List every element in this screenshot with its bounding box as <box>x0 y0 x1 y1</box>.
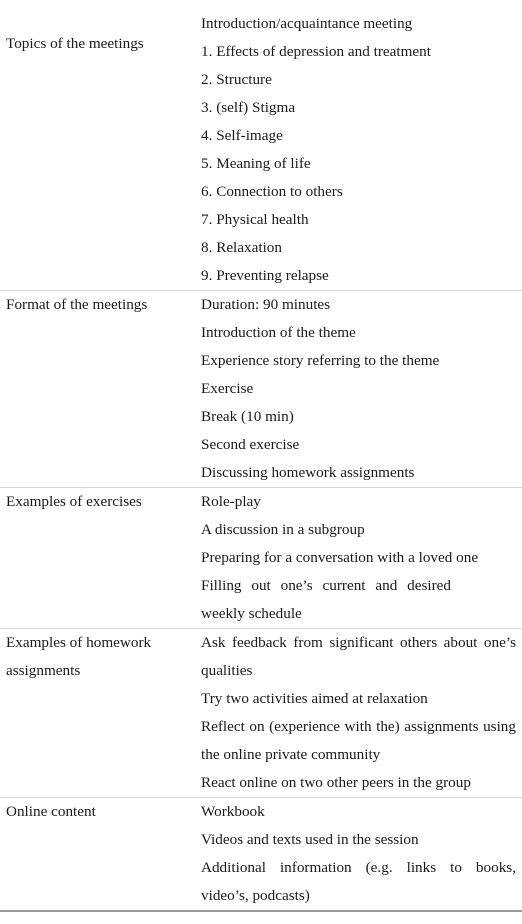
list-item: Second exercise <box>201 436 300 453</box>
table-row-exercises <box>0 488 522 629</box>
list-item: 8. Relaxation <box>201 239 282 256</box>
list-item: 3. (self) Stigma <box>201 99 296 116</box>
list-item: 5. Meaning of life <box>201 155 311 172</box>
list-item: Discussing homework assignments <box>201 464 415 481</box>
row-items <box>201 629 516 797</box>
list-item: A discussion in a subgroup <box>201 521 365 538</box>
list-item: 4. Self-image <box>201 127 283 144</box>
list-item: 1. Effects of depression and treatment <box>201 43 431 60</box>
list-item: Try two activities aimed at relaxation <box>201 690 428 707</box>
row-label: Examples of exercises <box>6 493 142 510</box>
list-item: Additional information (e.g. links to books, video’s, podcasts) <box>201 859 516 904</box>
list-item: 6. Connection to others <box>201 183 343 200</box>
list-item: Workbook <box>201 803 265 820</box>
list-item: 2. Structure <box>201 71 272 88</box>
row-items <box>201 291 516 487</box>
table-row-format <box>0 291 522 488</box>
table-row-topics <box>0 0 522 291</box>
list-item: Introduction of the theme <box>201 324 356 341</box>
list-item: Role-play <box>201 493 261 510</box>
list-item: Videos and texts used in the session <box>201 831 419 848</box>
list-item: Introduction/acquaintance meeting <box>201 15 413 32</box>
list-item: Duration: 90 minutes <box>201 296 331 313</box>
list-item: 9. Preventing relapse <box>201 267 329 284</box>
row-label: Examples of homework assignments <box>6 634 152 679</box>
row-items <box>201 798 516 910</box>
table-row-homework <box>0 629 522 798</box>
row-label: Topics of the meetings <box>6 35 144 52</box>
list-item: Exercise <box>201 380 254 397</box>
row-items <box>201 10 516 290</box>
list-item: React online on two other peers in the group <box>201 774 471 791</box>
row-label: Online content <box>6 803 96 820</box>
list-item: Filling out one’s current and desired weekly schedule <box>201 577 451 622</box>
row-label: Format of the meetings <box>6 296 148 313</box>
list-item: Break (10 min) <box>201 408 294 425</box>
list-item: Reflect on (experience with the) assignments using the online private community <box>201 718 516 763</box>
list-item: Preparing for a conversation with a loved one <box>201 549 479 566</box>
list-item: Ask feedback from significant others about one’s qualities <box>201 634 516 679</box>
table-row-online <box>0 798 522 912</box>
row-items <box>201 488 516 628</box>
list-item: Experience story referring to the theme <box>201 352 440 369</box>
list-item: 7. Physical health <box>201 211 309 228</box>
